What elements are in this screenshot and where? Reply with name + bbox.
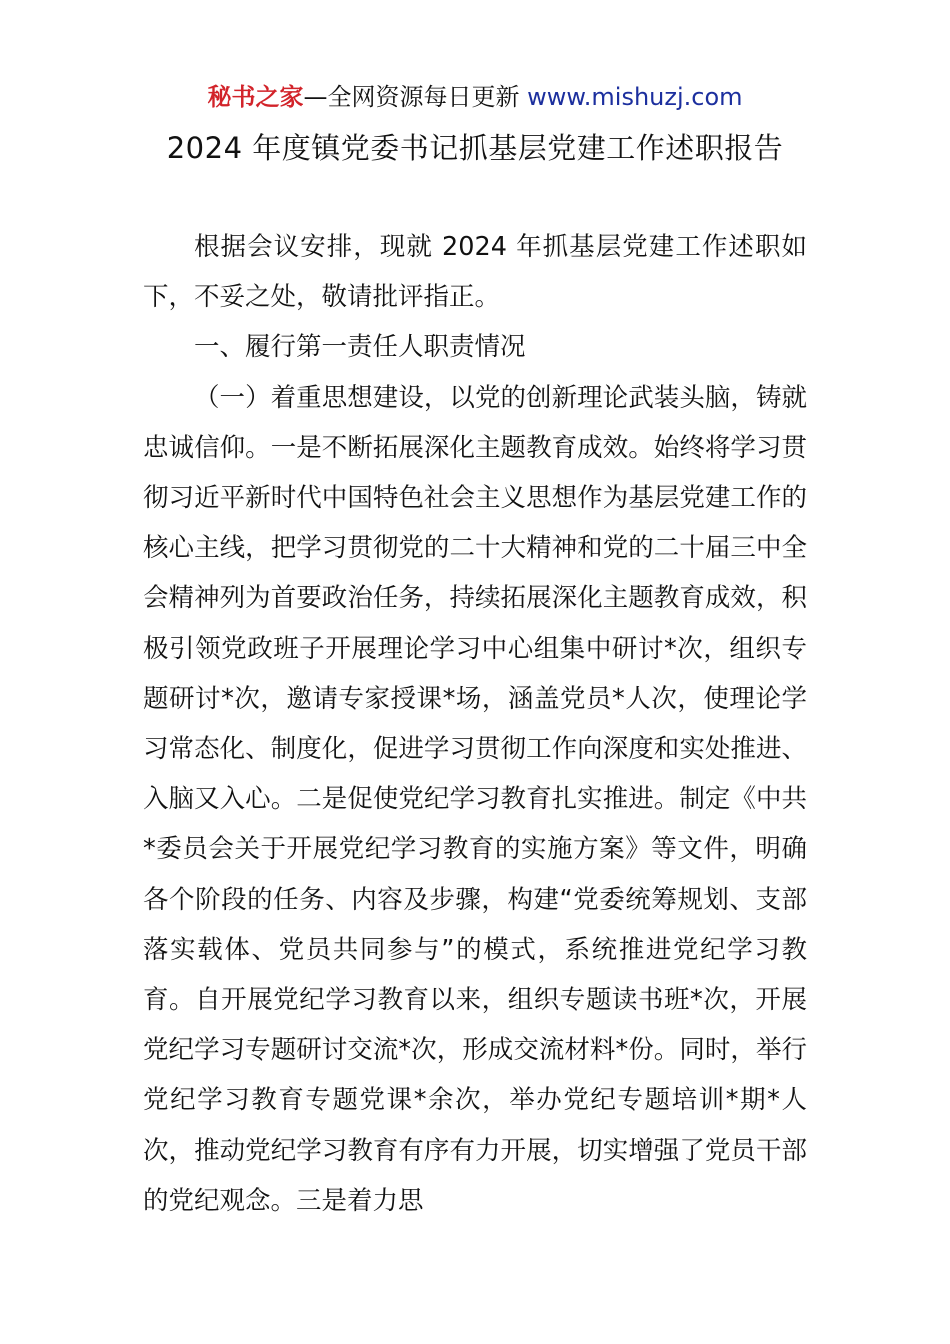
body-paragraph: （一）着重思想建设，以党的创新理论武装头脑，铸就忠诚信仰。一是不断拓展深化主题教育成效。始终将学习贯彻习近平新时代中国特色社会主义思想作为基层党建工作的核心主线，把学习贯彻党的二十大精神和党的二十届三中全会精神列为首要政治任务，持续拓展深化主题教育成效，积极引领党政班子开展理论学习中心组集中研讨*次，组织专题研讨*次，邀请专家授课*场，涵盖党员*人次，使理论学习常态化、制度化，促进学习贯彻工作向深度和实处推进、入脑又入心。二是促使党纪学习教育扎实推进。制定《中共*委员会关于开展党纪学习教育的实施方案》等文件，明确各个阶段的任务、内容及步骤，构建“党委统筹规划、支部落实载体、党员共同参与”的模式，系统推进党纪学习教育。自开展党纪学习教育以来，组织专题读书班*次，开展党纪学习专题研讨交流*次，形成交流材料*份。同时，举行党纪学习教育专题党课*余次，举办党纪专题培训*期*人次，推动党纪学习教育有序有力开展，切实增强了党员干部的党纪观念。三是着力思	[143, 382, 807, 1216]
intro-paragraph: 根据会议安排，现就 2024 年抓基层党建工作述职如下，不妥之处，敬请批评指正。	[143, 232, 807, 313]
document-title: 2024 年度镇党委书记抓基层党建工作述职报告	[166, 131, 784, 165]
section-heading: 一、履行第一责任人职责情况	[194, 332, 526, 363]
brand-name: 秘书之家	[207, 83, 304, 111]
site-header	[0, 80, 950, 114]
site-tagline: —全网资源每日更新	[303, 83, 528, 111]
site-url-link[interactable]: www.mishuzj.com	[527, 83, 743, 111]
document-body	[143, 222, 807, 1226]
